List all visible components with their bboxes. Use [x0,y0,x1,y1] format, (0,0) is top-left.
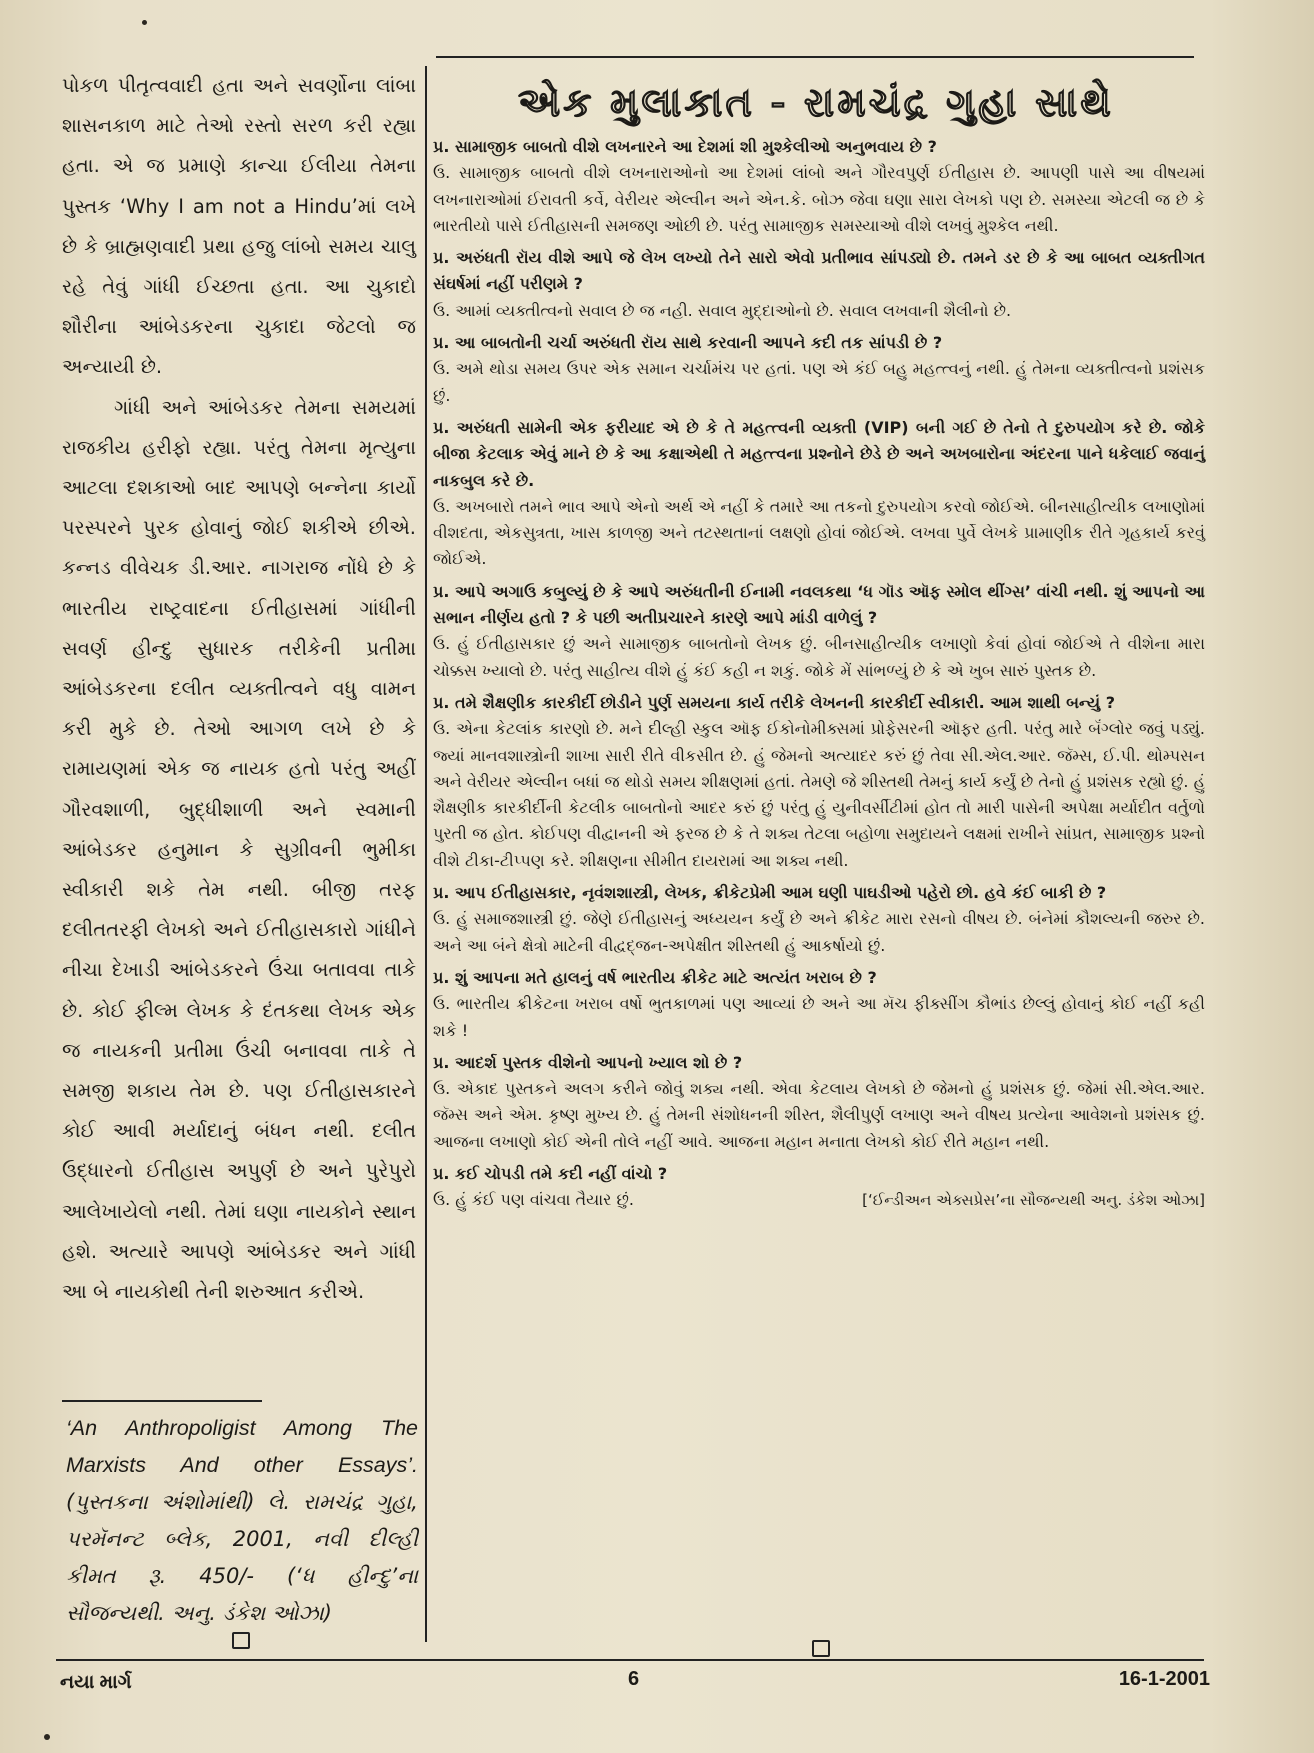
left-column-article [62,66,416,1312]
end-mark-left [232,1632,250,1649]
issue-date: 16-1-2001 [1118,1668,1210,1690]
title-top-rule [436,56,1194,58]
interview-question: પ્ર. અરુંધતી રૉય વીશે આપે જે લેખ લખ્યો તેને સારો એવો પ્રતીભાવ સાંપડ્યો છે. તમને ડર છે કે આ બાબત વ્યક્તીગત સંઘર્ષમાં નહીં પરીણમે ? [433,248,1205,294]
column-divider [425,66,427,1642]
qa-item [433,245,1205,324]
interview-title-label: એક મુલાકાત - રામચંદ્ર ગુહા સાથે [518,80,1114,126]
qa-item [433,690,1205,874]
interview-answer: ઉ. અખબારો તમને ભાવ આપે એનો અર્થ એ નહીં કે તમારે આ તકનો દુરુપયોગ કરવો જોઈએ. બીનસાહીત્યીક લખાણોમાં વીશદતા, એકસુત્રતા, ખાસ કાળજી અને તટસ્થતાનાં લક્ષણો હોવાં જોઈએ. લખવા પુર્વે લેખકે પ્રામાણીક રીતે ગૃહકાર્ય કરવું જોઈએ. [433,496,1205,569]
qa-item [433,880,1205,959]
source-book-title: ‘An Anthropoligist Among The Marxists And other Essays’. [66,1416,418,1477]
interview-answer: ઉ. આમાં વ્યક્તીત્વનો સવાલ છે જ નહી. સવાલ મુદ્દાઓનો છે. સવાલ લખવાની શૈલીનો છે. [433,300,1012,320]
interview-question: પ્ર. અરુંધતી સામેની એક ફરીયાદ એ છે કે તે મહત્ત્વની વ્યક્તી (VIP) બની ગઈ છે તેનો તે દુરુપયોગ કરે છે. જોકે બીજા કેટલાક એવું માને છે કે આ કક્ષાએથી તે મહત્ત્વના પ્રશ્નોને છેડે છે અને અખબારોના અંદરના પાને ધકેલાઈ જવાનું નાકબુલ કરે છે. [433,417,1205,490]
page-number: 6 [628,1668,640,1690]
qa-item [433,1050,1205,1155]
interview-answer: ઉ. ભારતીય ક્રીકેટના ખરાબ વર્ષો ભુતકાળમાં પણ આવ્યાં છે અને આ મૅચ ફીક્સીંગ કૌભાંડ છેલ્લું હોવાનું કોઈ નહીં કહી શકે ! [433,994,1205,1040]
interview-answer: ઉ. હું સમાજશાસ્ત્રી છું. જેણે ઈતીહાસનું અધ્યયન કર્યું છે અને ક્રીકેટ મારા રસનો વીષય છે. બંનેમાં કૌશલ્યની જરુર છે. અને આ બંને ક્ષેત્રો માટેની વીદ્વદ્જન-અપેક્ષીત શીસ્તથી હું આકર્ષાયો છું. [433,909,1206,955]
interview-answer: ઉ. એકાદ પુસ્તકને અલગ કરીને જોવું શક્ય નથી. એવા કેટલાય લેખકો છે જેમનો હું પ્રશંસક છું. જેમાં સી.એલ.આર. જૅમ્સ અને એમ. કૃષ્ણ મુખ્ય છે. હું તેમની સંશોધનની શીસ્ત, શૈલીપુર્ણ લખાણ અને વીષય પ્રત્યેના આવેશનો પ્રશંસક છું. આજના લખાણો કોઈ એની તોલે નહીં આવે. આજના મહાન મનાતા લેખકો કોઈ રીતે મહાન નથી. [433,1079,1205,1151]
publication-name: નયા માર્ગ [60,1672,132,1693]
left-paragraph-1: પોકળ પીતૃત્વવાદી હતા અને સવર્ણોના લાંબા શાસનકાળ માટે તેઓ રસ્તો સરળ કરી રહ્યા હતા. એ જ પ્રમાણે કાન્ચા ઈલીયા તેમના પુસ્તક ‘Why I am not a Hindu’માં લખે છે કે બ્રાહ્મણવાદી પ્રથા હજુ લાંબો સમય ચાલુ રહે તેવું ગાંધી ઈચ્છતા હતા. આ ચુકાદો શૌરીના આંબેડકરના ચુકાદા જેટલો જ અન્યાયી છે. [62,74,416,379]
source-book-details: (પુસ્તકના અંશોમાંથી) લે. રામચંદ્ર ગુહા, પરમૅનન્ટ બ્લેક, 2001, નવી દીલ્હી કીમત રૂ. 450/- (‘ધ હીન્દુ’ના સૌજન્યથી. અનુ. ડંકેશ ઓઝા) [66,1490,418,1625]
paper-speck [142,20,147,25]
interview-question: પ્ર. કઈ ચોપડી તમે કદી નહીં વાંચો ? [433,1163,668,1183]
final-answer-line [433,1187,1205,1213]
interview-question: પ્ર. આ બાબતોની ચર્ચા અરુંધતી રૉય સાથે કરવાની આપને કદી તક સાંપડી છે ? [433,333,943,353]
interview-qa-list [433,134,1205,1220]
interview-question: પ્ર. આપે અગાઉ કબુલ્યું છે કે આપે અરુંધતીની ઈનામી નવલકથા ‘ધ ગૉડ ઑફ સ્મોલ થીંગ્સ’ વાંચી નથી. શું આપનો આ સભાન નીર્ણય હતો ? કે પછી અતીપ્રચારને કારણે આપે માંડી વાળેલું ? [433,581,1205,628]
interview-question: પ્ર. આદર્શ પુસ્તક વીશેનો આપનો ખ્યાલ શો છે ? [433,1052,743,1072]
interview-title-text [440,64,1192,138]
paper-speck [44,1734,50,1740]
interview-title [440,64,1192,138]
qa-item [433,415,1205,573]
footer-rule [56,1659,1204,1661]
qa-item [433,965,1205,1044]
interview-answer: ઉ. અમે થોડા સમય ઉપર એક સમાન ચર્ચામંચ પર હતાં. પણ એ કંઈ બહુ મહત્ત્વનું નથી. હું તેમના વ્યક્તીત્વનો પ્રશંસક છું. [433,359,1205,405]
interview-question: પ્ર. આપ ઈતીહાસકાર, નૃવંશશાસ્ત્રી, લેખક, ક્રીકેટપ્રેમી આમ ઘણી પાઘડીઓ પહેરો છો. હવે કંઈ બાકી છે ? [433,883,1107,903]
interview-answer: ઉ. એના કેટલાંક કારણો છે. મને દીલ્હી સ્કુલ ઑફ ઈકોનોમીક્સમાં પ્રોફેસરની ઑફર હતી. પરંતુ મારે બૅંગ્લોર જવું પડ્યું. જ્યાં માનવશાસ્ત્રોની શાખા સારી રીતે વીકસીત છે. હું જેમનો અત્યાદર કરું છું તેવા સી.એલ.આર. જૅમ્સ, ઈ.પી. થોમ્પસન અને વેરીયર એલ્વીન બધાં જ થોડો સમય શીક્ષણમાં હતાં. તેમણે જે શીસ્તથી તેમનું કાર્ય કર્યું છે તેનો હું પ્રશંસક રહ્યો છું. હું શૈક્ષણીક કારકીર્દીની કેટલીક બાબતોનો આદર કરું છું પરંતુ હું યુનીવર્સીટીમાં હોત તો મારી પાસેની અપેક્ષા મર્યાદીત વર્તુળો પુરતી જ હોત. કોઈપણ વીદ્વાનની એ ફરજ છે કે તે શક્ય તેટલા બહોળા સમુદાયને લક્ષમાં રાખીને સાંપ્રત, સામાજીક પ્રશ્નો વીશે ટીકા-ટીપ્પણ કરે. શીક્ષણના સીમીત દાયરામાં આ શક્ય નથી. [433,719,1205,870]
page-footer [60,1668,1210,1708]
interview-question: પ્ર. શું આપના મતે હાલનું વર્ષ ભારતીય ક્રીકેટ માટે અત્યંત ખરાબ છે ? [433,967,877,987]
qa-item [433,579,1205,684]
interview-answer: ઉ. સામાજીક બાબતો વીશે લખનારાઓનો આ દેશમાં લાંબો અને ગૌરવપુર્ણ ઈતીહાસ છે. આપણી પાસે આ વીષયમાં લખનારાઓમાં ઈરાવતી કર્વે, વેરીયર એલ્વીન અને એન.કે. બોઝ જેવા ઘણા સારા લેખકો પણ છે. સમસ્યા એટલી જ છે કે ભારતીયો પાસે ઈતીહાસની સમજણ ઓછી છે. પરંતુ સામાજીક સમસ્યાઓ વીશે લખવું મુશ્કેલ નથી. [433,163,1205,235]
qa-item [433,330,1205,409]
interview-answer: ઉ. હું ઈતીહાસકાર છું અને સામાજીક બાબતોનો લેખક છું. બીનસાહીત્યીક લખાણો કેવાં હોવાં જોઈએ તે વીશેના મારા ચોક્કસ ખ્યાલો છે. પરંતુ સાહીત્ય વીશે હું કંઈ કહી ન શકું. જોકે મેં સાંભળ્યું છે કે એ ખુબ સારું પુસ્તક છે. [433,634,1205,680]
end-mark-right [812,1640,830,1657]
left-source-divider [62,1400,262,1402]
left-source-citation [66,1410,418,1632]
translation-credit: [‘ઈન્ડીઅન એક્સપ્રેસ’ના સૌજન્યથી અનુ. ડંકેશ ઓઝા] [862,1191,1205,1210]
left-paragraph-2: ગાંધી અને આંબેડકર તેમના સમયમાં રાજકીય હરીફો રહ્યા. પરંતુ તેમના મૃત્યુના આટલા દશકાઓ બાદ આપણે બન્નેના કાર્યો પરસ્પરને પુરક હોવાનું જોઈ શકીએ છીએ. કન્નડ વીવેચક ડી.આર. નાગરાજ નોંધે છે કે ભારતીય રાષ્ટ્રવાદના ઈતીહાસમાં ગાંધીની સવર્ણ હીન્દુ સુધારક તરીકેની પ્રતીમા આંબેડકરના દલીત વ્યક્તીત્વને વધુ વામન કરી મુકે છે. તેઓ આગળ લખે છે કે રામાયણમાં એક જ નાયક હતો પરંતુ અહીં ગૌરવશાળી, બુદ્ધીશાળી અને સ્વમાની આંબેડકર હનુમાન કે સુગ્રીવની ભુમીકા સ્વીકારી શકે તેમ નથી. બીજી તરફ દલીતતરફી લેખકો અને ઈતીહાસકારો ગાંધીને નીચા દેખાડી આંબેડકરને ઉંચા બતાવવા તાકે છે. કોઈ ફીલ્મ લેખક કે દંતકથા લેખક એક જ નાયકની પ્રતીમા ઉંચી બનાવવા તાકે તે સમજી શકાય તેમ છે. પણ ઈતીહાસકારને કોઈ આવી મર્યાદાનું બંધન નથી. દલીત ઉદ્ધારનો ઈતીહાસ અપુર્ણ છે અને પુરેપુરો આલેખાયેલો નથી. તેમાં ઘણા નાયકોને સ્થાન હશે. અત્યારે આપણે આંબેડકર અને ગાંધી આ બે નાયકોથી તેની શરુઆત કરીએ. [62,395,416,1304]
qa-item [433,134,1205,239]
interview-answer: ઉ. હું કંઈ પણ વાંચવા તૈયાર છું. [433,1190,634,1210]
qa-item [433,1161,1205,1214]
interview-question: પ્ર. સામાજીક બાબતો વીશે લખનારને આ દેશમાં શી મુશ્કેલીઓ અનુભવાય છે ? [433,137,937,156]
interview-question: પ્ર. તમે શૈક્ષણીક કારકીર્દી છોડીને પુર્ણ સમયના કાર્ય તરીકે લેખનની કારકીર્દી સ્વીકારી. આમ શાથી બન્યું ? [433,692,1115,712]
